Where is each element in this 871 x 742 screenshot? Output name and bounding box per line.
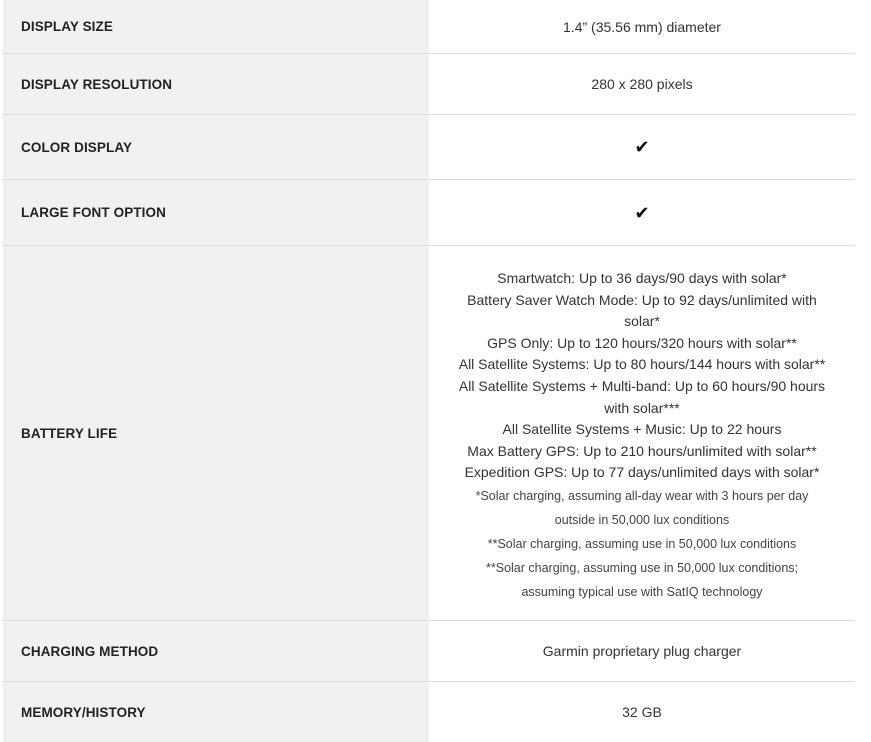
battery-line: All Satellite Systems + Multi-band: Up to 60 hours/90 hours — [458, 378, 826, 394]
battery-footnote: outside in 50,000 lux conditions — [554, 512, 730, 527]
checkmark-icon: ✔ — [634, 202, 650, 223]
battery-line: solar* — [624, 313, 660, 330]
battery-line: with solar*** — [604, 399, 680, 416]
spec-label: LARGE FONT OPTION — [3, 180, 429, 245]
spec-row-large-font-option — [3, 180, 855, 246]
battery-line: Max Battery GPS: Up to 210 hours/unlimited with solar** — [467, 442, 817, 459]
spec-value-text: Garmin proprietary plug charger — [542, 643, 742, 659]
spec-value — [429, 54, 855, 114]
battery-footnote: **Solar charging, assuming use in 50,000 lux conditions; — [486, 560, 798, 575]
spec-row-display-size — [3, 0, 855, 54]
spec-row-battery-life — [3, 246, 855, 621]
spec-label: MEMORY/HISTORY — [3, 682, 429, 742]
spec-value — [429, 246, 855, 620]
spec-row-memory-history — [3, 682, 855, 742]
spec-value — [429, 682, 855, 742]
spec-label: BATTERY LIFE — [3, 246, 429, 620]
battery-line: Expedition GPS: Up to 77 days/unlimited days with solar* — [464, 464, 820, 481]
battery-footnote: assuming typical use with SatIQ technology — [521, 584, 763, 599]
spec-label: DISPLAY RESOLUTION — [3, 54, 429, 114]
spec-label: DISPLAY SIZE — [3, 0, 429, 53]
spec-label: COLOR DISPLAY — [3, 115, 429, 179]
spec-row-charging-method — [3, 621, 855, 682]
spec-value — [429, 115, 855, 179]
spec-row-display-resolution — [3, 54, 855, 115]
spec-value-text: 280 x 280 pixels — [591, 76, 693, 92]
spec-label: CHARGING METHOD — [3, 621, 429, 681]
spec-table — [3, 0, 855, 742]
battery-line: Smartwatch: Up to 36 days/90 days with solar* — [497, 270, 787, 287]
battery-footnote: *Solar charging, assuming all-day wear with 3 hours per day — [475, 488, 809, 503]
spec-value — [429, 180, 855, 245]
battery-footnote: **Solar charging, assuming use in 50,000 lux conditions — [487, 536, 797, 551]
checkmark-icon: ✔ — [634, 137, 650, 157]
battery-line: GPS Only: Up to 120 hours/320 hours with solar** — [487, 334, 797, 351]
spec-value — [429, 0, 855, 53]
spec-value-text: 32 GB — [622, 704, 662, 720]
battery-line: All Satellite Systems: Up to 80 hours/144 hours with solar** — [458, 356, 826, 373]
battery-line: All Satellite Systems + Music: Up to 22 hours — [502, 421, 782, 438]
spec-row-color-display — [3, 115, 855, 180]
spec-value-text: 1.4” (35.56 mm) diameter — [563, 18, 721, 35]
spec-value — [429, 621, 855, 681]
battery-line: Battery Saver Watch Mode: Up to 92 days/unlimited with — [467, 291, 817, 308]
